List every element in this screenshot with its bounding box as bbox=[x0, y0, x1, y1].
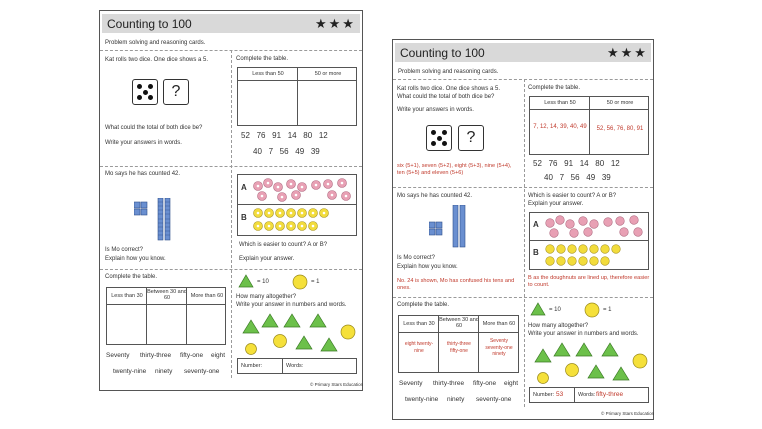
sheet-title: Counting to 100 bbox=[107, 17, 192, 31]
q6-instruction: Write your answer in numbers and words. bbox=[236, 302, 347, 308]
q5-number-seventy-one: seventy-one bbox=[476, 396, 512, 403]
q2-instruction: Complete the table. bbox=[528, 85, 581, 91]
q3-text: Mo says he has counted 42. bbox=[105, 171, 181, 177]
q4-label-b: B bbox=[533, 248, 539, 257]
q5-header-less: Less than 30 bbox=[111, 293, 143, 299]
dice-unknown: ? bbox=[458, 125, 484, 151]
q1-question: What could the total of both dice be? bbox=[397, 94, 495, 100]
words-label: Words: bbox=[286, 363, 304, 369]
q5-number-fifty-one: fifty-one bbox=[473, 380, 497, 387]
q1-question: What could the total of both dice be? bbox=[105, 125, 203, 131]
triangle-value: = 10 bbox=[549, 307, 561, 313]
q1-instruction: Write your answers in words. bbox=[105, 140, 182, 146]
yellow-donuts-lined bbox=[544, 242, 648, 269]
dice-unknown: ? bbox=[163, 79, 189, 105]
q2-table bbox=[529, 96, 649, 155]
q5-instruction: Complete the table. bbox=[105, 274, 158, 280]
q2-answer-more: 52, 56, 76, 80, 91 bbox=[596, 126, 644, 132]
difficulty-stars: ★★★ bbox=[607, 45, 648, 60]
sheet-subtitle: Problem solving and reasoning cards. bbox=[105, 40, 206, 46]
q2-header-less: Less than 50 bbox=[544, 100, 576, 106]
number-answer: 53 bbox=[556, 391, 564, 398]
q4-question: Which is easier to count? A or B? bbox=[239, 242, 328, 248]
q3-instruction: Explain how you know. bbox=[105, 256, 166, 262]
q1-text: Kat rolls two dice. One dice shows a 5. bbox=[397, 86, 501, 92]
answer-sheet bbox=[392, 39, 654, 420]
q6-question: How many altogether? bbox=[236, 294, 297, 300]
triangle-key-icon bbox=[238, 274, 254, 288]
q5-number-seventy: Seventy bbox=[106, 352, 130, 359]
q3-question: Is Mo correct? bbox=[397, 255, 436, 261]
number-label: Number: bbox=[533, 392, 555, 398]
q5-number-ninety: ninety bbox=[155, 368, 173, 375]
q5-answer-less: eight twenty-nine bbox=[404, 341, 434, 354]
circle-key-icon bbox=[292, 274, 308, 290]
q2-answer-less: 7, 12, 14, 39, 40, 49 bbox=[533, 124, 587, 130]
words-label: Words: bbox=[578, 392, 596, 398]
q5-answer-between: thirty-three fifty-one bbox=[447, 341, 471, 354]
q5-header-more: More than 60 bbox=[482, 321, 516, 327]
words-answer: fifty-three bbox=[596, 391, 624, 398]
triangle-value: = 10 bbox=[257, 279, 269, 285]
shapes-group bbox=[530, 340, 650, 384]
q3-text: Mo says he has counted 42. bbox=[397, 193, 473, 199]
pink-donuts-scattered bbox=[252, 177, 356, 203]
sheet-subtitle: Problem solving and reasoning cards. bbox=[398, 69, 499, 75]
q2-header-more: 50 or more bbox=[314, 71, 342, 77]
q4-box bbox=[529, 212, 649, 270]
q5-table bbox=[106, 287, 226, 345]
base-ten-blocks-icon bbox=[134, 198, 178, 247]
q6-answer-box bbox=[237, 358, 357, 374]
q5-number-thirty-three: thirty-three bbox=[140, 352, 172, 359]
q4-label-b: B bbox=[241, 213, 247, 222]
q4-label-a: A bbox=[533, 220, 539, 229]
q6-question: How many altogether? bbox=[528, 323, 589, 329]
q5-number-twenty-nine: twenty-nine bbox=[113, 368, 147, 375]
sheet-title: Counting to 100 bbox=[400, 46, 485, 60]
q6-instruction: Write your answer in numbers and words. bbox=[528, 331, 639, 337]
q5-header-less: Less than 30 bbox=[403, 321, 435, 327]
q5-header-more: More than 60 bbox=[190, 293, 224, 299]
q6-answer-box bbox=[529, 387, 649, 403]
q5-header-between: Between 30 and 60 bbox=[147, 289, 187, 301]
q2-instruction: Complete the table. bbox=[236, 56, 289, 62]
q5-answer-more: Seventy seventy-one ninety bbox=[485, 338, 513, 357]
footer-credit: © Primary Stars Education bbox=[310, 382, 364, 387]
q5-number-twenty-nine: twenty-nine bbox=[405, 396, 439, 403]
q5-number-ninety: ninety bbox=[447, 396, 465, 403]
q2-numbers-row2: 40 7 56 49 39 bbox=[253, 147, 320, 156]
base-ten-blocks-icon bbox=[429, 205, 473, 254]
q4-question: Which is easier to count? A or B? bbox=[528, 193, 617, 199]
yellow-donuts-lined bbox=[252, 206, 356, 234]
footer-credit: © Primary Stars Education bbox=[601, 411, 655, 416]
q2-numbers-row1: 52 76 91 14 80 12 bbox=[241, 131, 328, 140]
shapes-group bbox=[238, 311, 358, 355]
q1-instruction: Write your answers in words. bbox=[397, 107, 474, 113]
q2-table bbox=[237, 67, 357, 126]
q2-header-less: Less than 50 bbox=[252, 71, 284, 77]
circle-value: = 1 bbox=[311, 279, 320, 285]
q4-answer: B as the doughnuts are lined up, therefore easier to count. bbox=[528, 275, 650, 289]
q2-header-more: 50 or more bbox=[606, 100, 634, 106]
circle-value: = 1 bbox=[603, 307, 612, 313]
q4-instruction: Explain your answer. bbox=[239, 256, 295, 262]
q3-question: Is Mo correct? bbox=[105, 247, 144, 253]
q5-instruction: Complete the table. bbox=[397, 302, 450, 308]
q5-number-seventy: Seventy bbox=[399, 380, 423, 387]
dice-five-icon bbox=[426, 125, 452, 151]
pink-donuts-scattered bbox=[544, 214, 648, 239]
q5-number-thirty-three: thirty-three bbox=[433, 380, 465, 387]
dice-five-icon bbox=[132, 79, 158, 105]
q5-number-eight: eight bbox=[504, 380, 519, 387]
number-label: Number: bbox=[241, 363, 263, 369]
difficulty-stars: ★★★ bbox=[315, 16, 356, 31]
q5-header-between: Between 30 and 60 bbox=[439, 317, 479, 329]
q5-number-fifty-one: fifty-one bbox=[180, 352, 204, 359]
q4-box bbox=[237, 174, 357, 236]
q2-numbers-row2: 40 7 56 49 39 bbox=[544, 173, 611, 182]
q5-table bbox=[398, 315, 519, 373]
triangle-key-icon bbox=[530, 302, 546, 316]
q3-answer: No. 24 is shown, Mo has confused his tens and ones. bbox=[397, 278, 515, 292]
q2-numbers-row1: 52 76 91 14 80 12 bbox=[533, 159, 620, 168]
q1-answer: six (5+1), seven (5+2), eight (5+3), nine (5+4), ten (5+5) and eleven (5+6) bbox=[397, 163, 512, 177]
question-sheet bbox=[99, 10, 363, 391]
q4-label-a: A bbox=[241, 183, 247, 192]
q3-instruction: Explain how you know. bbox=[397, 264, 458, 270]
q4-instruction: Explain your answer. bbox=[528, 201, 584, 207]
q5-number-seventy-one: seventy-one bbox=[184, 368, 220, 375]
q5-number-eight: eight bbox=[211, 352, 226, 359]
circle-key-icon bbox=[584, 302, 600, 318]
q1-text: Kat rolls two dice. One dice shows a 5. bbox=[105, 57, 209, 63]
